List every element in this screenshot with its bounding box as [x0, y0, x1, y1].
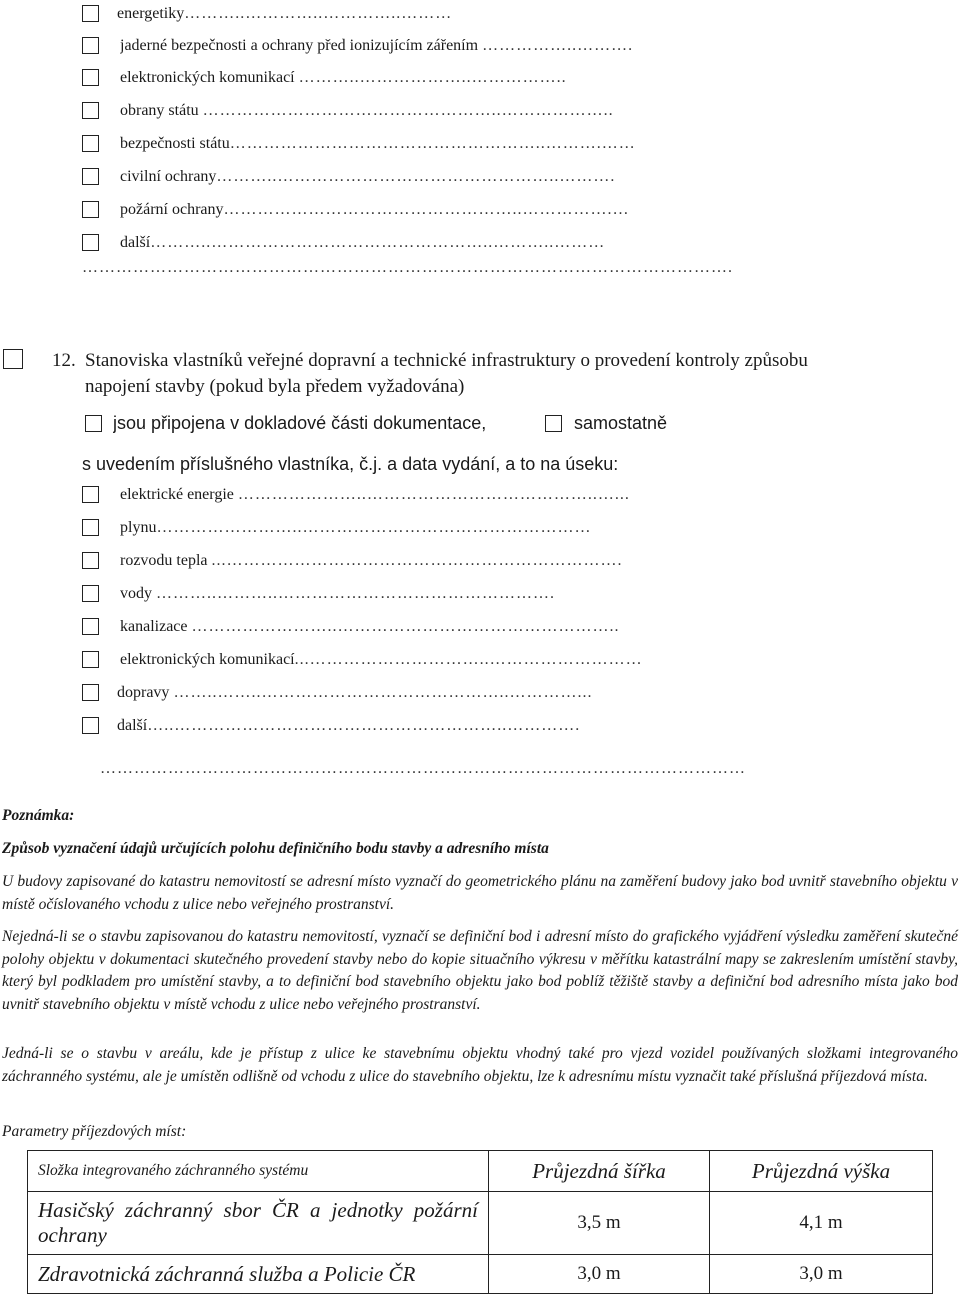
table-header-row: [28, 1151, 933, 1192]
checkbox-elektronickych-komunikaci[interactable]: [82, 69, 99, 86]
table-header-cell: Průjezdná výška: [710, 1151, 933, 1192]
dotted-fill: ………..…………………………………………..………..………: [150, 234, 606, 251]
note-label: Poznámka:: [2, 807, 75, 824]
list-item: [120, 485, 950, 505]
dotted-fill: ………..………..………………………………………….: [156, 585, 555, 602]
option-separate-label: samostatně: [574, 413, 668, 433]
list-item-label: jaderné bezpečnosti a ochrany před ionizujícím zářením: [120, 37, 479, 54]
dotted-fill: ……………………..……………………………………………: [156, 519, 592, 536]
checkbox-energetiky[interactable]: [82, 5, 99, 22]
dotted-fill: ...…………………………………………………………….: [211, 552, 623, 569]
list-item-label: civilní ochrany: [120, 168, 217, 185]
section-title-line1: Stanoviska vlastníků veřejné dopravní a technické infrastruktury o provedení kontroly způsobu: [85, 350, 808, 371]
section-title-line2: napojení stavby (pokud byla předem vyžadována): [85, 376, 465, 397]
checkbox-elektricke-energie[interactable]: [82, 486, 99, 503]
section-number: 12.: [52, 350, 76, 371]
checkbox-samostatne[interactable]: [545, 415, 562, 432]
list-item-label: elektronických komunikací: [120, 69, 295, 86]
list-item: [120, 101, 950, 121]
table-cell: 3,5 m: [489, 1192, 710, 1255]
checkbox-obrany-statu[interactable]: [82, 102, 99, 119]
list-item-label: požární ochrany: [120, 201, 224, 218]
checkbox-section-12[interactable]: [3, 349, 23, 369]
checkbox-dopravy[interactable]: [82, 684, 99, 701]
list-item-label: dopravy: [117, 684, 170, 701]
checkbox-vody[interactable]: [82, 585, 99, 602]
list-item-label: rozvodu tepla: [120, 552, 208, 569]
list-item: [117, 683, 947, 703]
dotted-fill: ……..……..……………………………………..…………...: [173, 684, 593, 701]
dotted-fill: ...…………………………..………………………: [294, 651, 643, 668]
params-label: Parametry příjezdových míst:: [2, 1123, 187, 1140]
list-item: [117, 716, 947, 736]
note-paragraph-2: Nejedná-li se o stavbu zapisovanou do katastru nemovitostí, vyznačí se definiční bod i adresní místo do grafického vyjádření výsledku zaměření skutečné polohy objektu v dokumentaci skutečného provedení stavby nebo do kopie situačního výkresu v měřítku katastrální mapy se zakreslením umístění stavby, který byl podkladem pro umístění stavby, a to definiční bod stavebního objektu jako bod poblíž těžiště stavby a definiční bod adresního místa jako bod uvnitř stavebního objektu v místě vchodu z ulice nebo veřejného prostranství.: [2, 928, 958, 1013]
table-cell: Hasičský záchranný sbor ČR a jednotky požární ochrany: [28, 1192, 489, 1255]
list-item: [120, 551, 950, 571]
dotted-fill: ………………………………………………..……….……: [229, 135, 636, 152]
table-cell: 4,1 m: [710, 1192, 933, 1255]
access-parameters-table: [27, 1150, 933, 1294]
list-item-label: vody: [120, 585, 152, 602]
list-item-label: další: [117, 717, 148, 734]
dotted-fill: ………..…………………………………………..……….: [216, 168, 616, 185]
list-item-label: obrany státu: [120, 102, 199, 119]
list-item: [120, 200, 950, 220]
checkbox-dalsi-12[interactable]: [82, 717, 99, 734]
list-item-label: kanalizace: [120, 618, 188, 635]
list-item-label: elektronických komunikací: [120, 651, 295, 668]
checkbox-kanalizace[interactable]: [82, 618, 99, 635]
list-item: [120, 167, 950, 187]
table-header-cell: Průjezdná šířka: [489, 1151, 710, 1192]
list-item: [120, 617, 950, 637]
list-item-label: elektrické energie: [120, 486, 234, 503]
note-paragraph-1: U budovy zapisované do katastru nemovitostí se adresní místo vyznačí do geometrického plánu na zaměření budovy jako bod uvnitř stavebního objektu v místě očíslovaného vchodu z ulice nebo veřejného prostranství.: [2, 873, 958, 913]
list-item-label: další: [120, 234, 151, 251]
list-item: [120, 233, 950, 253]
dotted-fill: ………..…………..…………..………: [184, 5, 453, 22]
option-attached-label: jsou připojena v dokladové části dokumentace,: [113, 413, 487, 433]
dotted-fill: ……………………………………………..…………….…: [223, 201, 630, 218]
checkbox-elektronickych-komunikaci-12[interactable]: [82, 651, 99, 668]
note-paragraph-3: Jedná-li se o stavbu v areálu, kde je přístup z ulice ke stavebnímu objektu vhodný také pro vjezd vozidel používaných složkami integrovaného záchranného systému, ale je umístěn odlišně od vchodu z ulice do stavebního objektu, lze k adresnímu místu vyznačit také příslušná příjezdová místa.: [2, 1045, 958, 1085]
checkbox-plynu[interactable]: [82, 519, 99, 536]
list-item: [120, 650, 950, 670]
dotted-fill: ……………………..…………………………………………..: [191, 618, 620, 635]
list-item: [120, 68, 950, 88]
checkbox-jsou-pripojena[interactable]: [85, 415, 102, 432]
list-item-label: plynu: [120, 519, 157, 536]
table-cell: Zdravotnická záchranná služba a Policie ČR: [28, 1255, 489, 1294]
list-item-label: energetiky: [117, 5, 185, 22]
list-item: [120, 36, 950, 56]
list-item: [120, 584, 950, 604]
dotted-fill: …..…………………………………………………..………….: [147, 717, 581, 734]
checkbox-jaderne[interactable]: [82, 37, 99, 54]
list-item: [120, 518, 950, 538]
dotted-continuation-line: …………………………………………………………………………………………………….: [82, 259, 733, 276]
list-item-label: bezpečnosti státu: [120, 135, 230, 152]
table-cell: 3,0 m: [489, 1255, 710, 1294]
dotted-fill: …………………..…………………………………..…...: [237, 486, 630, 503]
separate-instructions: s uvedením příslušného vlastníka, č.j. a data vydání, a to na úseku:: [82, 454, 619, 474]
table-row: [28, 1192, 933, 1255]
dotted-fill: ……………………………………………..………………..: [202, 102, 614, 119]
note-heading: Způsob vyznačení údajů určujících polohu definičního bodu stavby a adresního místa: [2, 840, 549, 857]
table-row: [28, 1255, 933, 1294]
dotted-fill: ……………..……….: [482, 37, 634, 54]
checkbox-dalsi[interactable]: [82, 234, 99, 251]
dotted-continuation-line: ……………………………………………………………………………………………………: [100, 760, 746, 777]
dotted-fill: ………..………………..……………..: [298, 69, 567, 86]
table-header-cell: Složka integrovaného záchranného systému: [28, 1151, 489, 1192]
checkbox-rozvodu-tepla[interactable]: [82, 552, 99, 569]
list-item: [120, 134, 950, 154]
checkbox-bezpecnosti-statu[interactable]: [82, 135, 99, 152]
checkbox-civilni-ochrany[interactable]: [82, 168, 99, 185]
list-item: [117, 4, 947, 24]
checkbox-pozarni-ochrany[interactable]: [82, 201, 99, 218]
table-cell: 3,0 m: [710, 1255, 933, 1294]
